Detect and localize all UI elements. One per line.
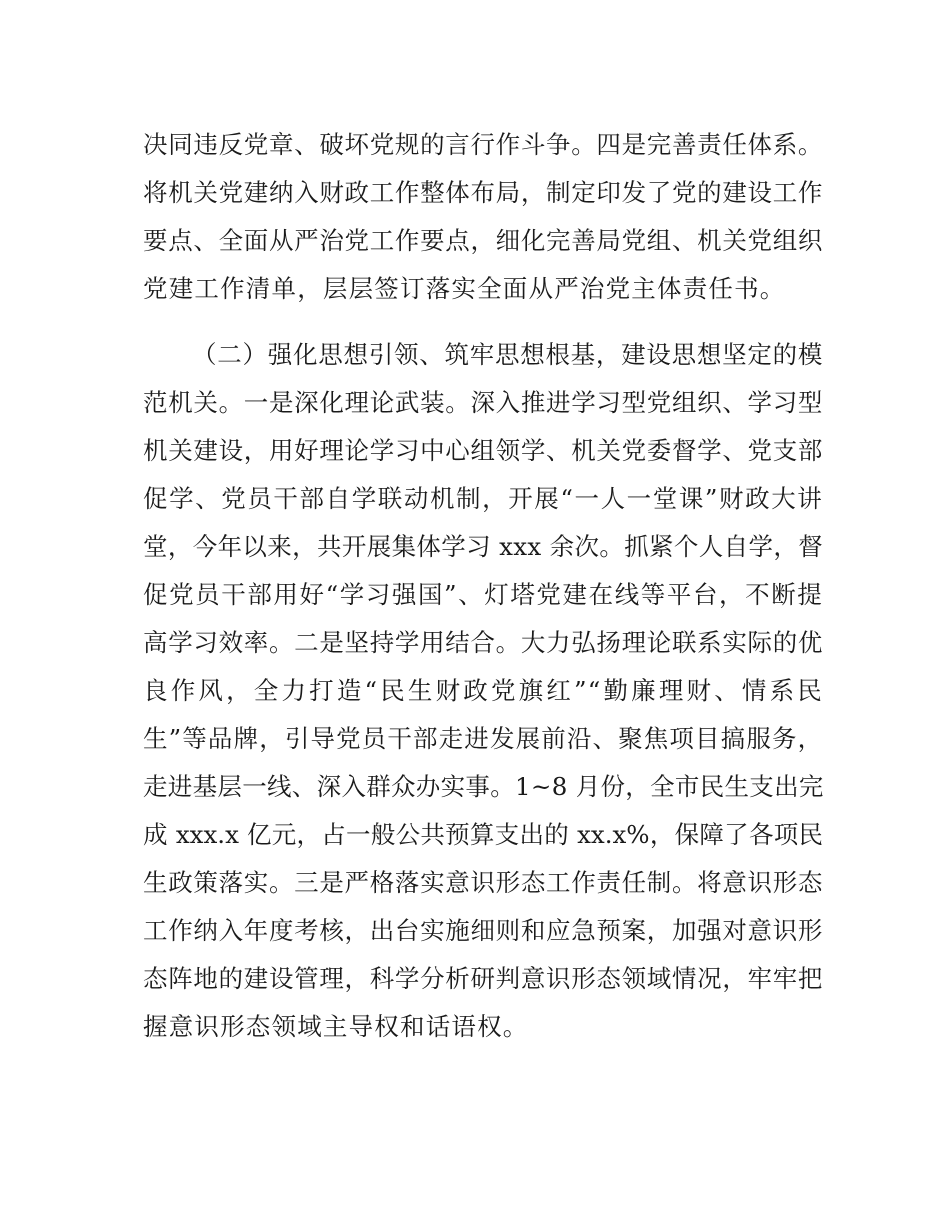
text-line: 党建工作清单，层层签订落实全面从严治党主体责任书。 [143, 274, 786, 303]
text-line: 范机关。一是深化理论武装。深入推进学习型党组织、学习型 [143, 388, 823, 417]
text-line: 促学、党员干部自学联动机制，开展“一人一堂课”财政大讲 [143, 484, 823, 513]
text-line: 握意识形态领域主导权和话语权。 [143, 1012, 529, 1041]
text-line: 促党员干部用好“学习强国”、灯塔党建在线等平台，不断提 [143, 580, 823, 609]
text-line: 将机关党建纳入财政工作整体布局，制定印发了党的建设工作 [143, 178, 823, 207]
text-line: 生”等品牌，引导党员干部走进发展前沿、聚焦项目搞服务， [143, 724, 823, 753]
text-line: 工作纳入年度考核，出台实施细则和应急预案，加强对意识形 [143, 916, 823, 945]
text-line: 决同违反党章、破坏党规的言行作斗争。四是完善责任体系。 [143, 130, 823, 159]
text-line: 生政策落实。三是严格落实意识形态工作责任制。将意识形态 [143, 868, 823, 897]
text-line: （二）强化思想引领、筑牢思想根基，建设思想坚定的模 [192, 340, 823, 369]
text-line: 态阵地的建设管理，科学分析研判意识形态领域情况，牢牢把 [143, 964, 823, 993]
text-line: 机关建设，用好理论学习中心组领学、机关党委督学、党支部 [143, 436, 823, 465]
text-line: 堂，今年以来，共开展集体学习 xxx 余次。抓紧个人自学，督 [143, 532, 823, 561]
text-line: 成 xxx.x 亿元，占一般公共预算支出的 xx.x%，保障了各项民 [143, 820, 823, 849]
text-line: 良作风，全力打造“民生财政党旗红”“勤廉理财、情系民 [143, 676, 823, 705]
text-line: 要点、全面从严治党工作要点，细化完善局党组、机关党组织 [143, 226, 823, 255]
text-line: 走进基层一线、深入群众办实事。1~8 月份，全市民生支出完 [143, 772, 824, 801]
text-line: 高学习效率。二是坚持学用结合。大力弘扬理论联系实际的优 [143, 628, 823, 657]
